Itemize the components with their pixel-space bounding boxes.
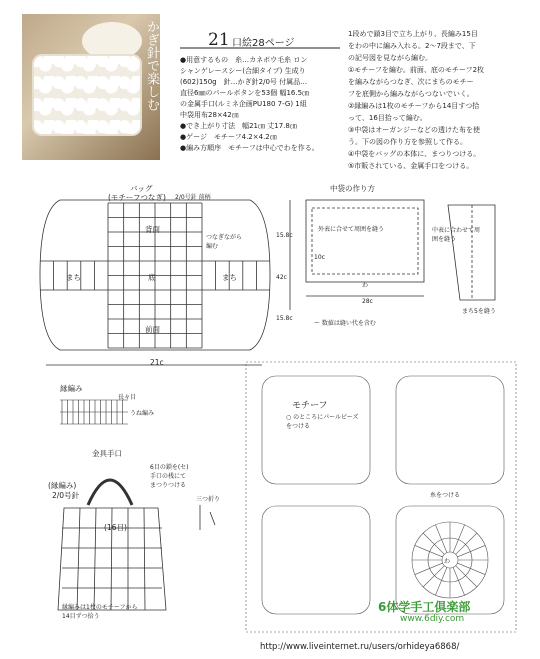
lining-side-note: 中表に合わせて周囲を縫う bbox=[432, 227, 481, 243]
edge-dim: (16目) bbox=[104, 523, 127, 532]
bag-join-note: つなぎながら 編む bbox=[206, 234, 243, 250]
materials-line: 中袋用布28×42㎝ bbox=[180, 111, 239, 119]
bag-width-dim: 21c bbox=[150, 358, 164, 367]
notes-line: ④中袋をバッグの本体に、まつりつける。 bbox=[348, 150, 481, 158]
lining-title: 中袋の作り方 bbox=[330, 184, 375, 193]
materials-line: 直径6㎜のパールボタンを53個 幅16.5㎝ bbox=[180, 89, 310, 97]
source-url: http://www.liveinternet.ru/users/orhideya6868/ bbox=[260, 642, 460, 652]
fold-note: 三つ折り bbox=[196, 496, 221, 503]
lining-width: 28c bbox=[362, 298, 373, 305]
materials-line: ●用意するもの 糸…カネボウ毛糸 ロン bbox=[180, 56, 308, 64]
materials-line: の金属手口(ルミネ企画PU180 7-G) 1組 bbox=[180, 100, 307, 108]
edging-direction: うね編み bbox=[130, 410, 155, 417]
bag-subtitle: (モチーフつなぎ) bbox=[108, 193, 166, 202]
lining-h2: 15.8c bbox=[276, 315, 293, 322]
finished-bag-sketch bbox=[58, 480, 215, 610]
photo-caption: かぎ針で楽しむ bbox=[144, 20, 159, 111]
bag-label-back: 背面 bbox=[145, 225, 160, 234]
lining-allowance-note: ー 数値は縫い代を含む bbox=[314, 320, 376, 327]
materials-line: ●でき上がり寸法 幅21㎝ 丈17.8㎝ bbox=[180, 122, 297, 130]
lining-fold-note: 外表に合せて周囲を縫う bbox=[318, 226, 385, 233]
notes-line: ①モチーフを編む。前面、底のモチーフ2枚 bbox=[348, 66, 485, 74]
lining-n2: わ bbox=[362, 282, 369, 289]
notes-line: ②縁編みは1枚のモチーフから14目すつ拾 bbox=[348, 102, 480, 110]
notes-line: の記号図を見ながら編む。 bbox=[348, 54, 432, 62]
notes-line: をわの中に編み入れる。2〜7段まで、下 bbox=[348, 42, 476, 50]
watermark-logo: 6体学手工俱楽部 bbox=[378, 600, 471, 614]
edging-stitch: 長々目 bbox=[118, 394, 137, 401]
bag-label-front: 前面 bbox=[145, 325, 160, 334]
lining-side-note2: まち5を縫う bbox=[462, 308, 496, 315]
edging-pickup-note: 縁編みは1枚のモチーフから 14目ずつ拾う bbox=[62, 604, 138, 620]
notes-line: う。下の図の作り方を参照して作る。 bbox=[348, 138, 467, 146]
notes-line: ⑤市販されている、金属手口をつける。 bbox=[348, 162, 474, 170]
lining-gap: 42c bbox=[276, 274, 287, 281]
materials-line: シャンゲレースシー(合細タイプ) 生成り bbox=[180, 67, 306, 75]
edging-diagram bbox=[60, 400, 128, 424]
lining-n1: 10c bbox=[314, 254, 325, 261]
lining-h1: 15.8c bbox=[276, 232, 293, 239]
bag-needle: 2/0号針 前柄 bbox=[175, 194, 211, 201]
materials-line: ●編み方順序 モチーフは中心でわを作る。 bbox=[180, 144, 319, 152]
motif-title: モチーフ bbox=[292, 401, 328, 411]
edge-needle: 2/0号針 bbox=[52, 491, 80, 500]
page-reference: 口絵28ページ bbox=[232, 38, 295, 49]
materials-line: ●ゲージ モチーフ4.2×4.2㎝ bbox=[180, 133, 277, 141]
frame-label: 金具手口 bbox=[92, 449, 122, 458]
edge-label: (縁編み) bbox=[48, 481, 77, 490]
bag-label-bottom: 底 bbox=[148, 273, 156, 282]
notes-line: を編みながらつなぎ、次にまちのモチー bbox=[348, 78, 474, 86]
motif-join-note: 糸をつける bbox=[430, 492, 461, 499]
notes-line: 1段めで鎖3目で立ち上がり、長編み15目 bbox=[348, 30, 478, 38]
frame-stitch-note: 6目の鎖を(セ) 手口の桟にて まつりつける bbox=[150, 464, 189, 489]
notes-line: ③中袋はオーガンジーなどの透けた布を使 bbox=[348, 126, 480, 134]
materials-line: (602)150g 針…かぎ針2/0号 付属品… bbox=[180, 78, 308, 86]
pattern-number: 21 bbox=[208, 30, 230, 50]
motif-center-label: わ bbox=[444, 558, 451, 565]
bag-label-side-right: まち bbox=[222, 273, 237, 282]
edging-title: 縁編み bbox=[60, 384, 83, 393]
watermark-url: www.6diy.com bbox=[400, 614, 465, 624]
notes-line: フを底側から編みながらつないでいく。 bbox=[348, 90, 474, 98]
motif-chart bbox=[246, 362, 516, 632]
bag-label-side-left: まち bbox=[66, 273, 81, 282]
bag-title: バッグ bbox=[130, 184, 153, 193]
notes-line: って、16目拾って編む。 bbox=[348, 114, 427, 122]
motif-pearl-note: ○ のところにパールビーズ をつける bbox=[286, 414, 359, 430]
